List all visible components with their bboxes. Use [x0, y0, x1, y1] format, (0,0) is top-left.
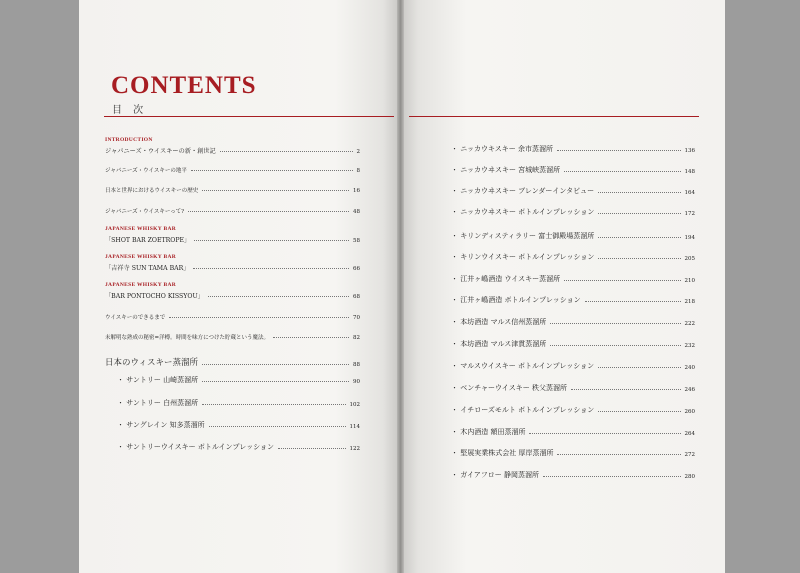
toc-page-number: 272 [684, 452, 695, 458]
toc-entry[interactable] [105, 207, 360, 215]
leader-dots [220, 151, 353, 152]
leader-dots [550, 323, 680, 324]
toc-page-number: 58 [353, 237, 360, 244]
toc-entry[interactable] [451, 252, 695, 262]
toc-entry-label: ジャパニーズ・ウイスキーの地平 [105, 167, 187, 174]
toc-entry-label: ・ 本坊酒造 マルス信州蒸溜所 [451, 318, 547, 326]
toc-entry[interactable] [451, 317, 695, 327]
toc-entry-label: ・ 木内酒造 額田蒸溜所 [451, 428, 526, 436]
toc-entry[interactable] [105, 263, 360, 272]
title-rule-right [409, 116, 699, 117]
toc-entry[interactable] [451, 383, 695, 393]
toc-entry[interactable] [105, 235, 360, 244]
toc-page-number: 232 [684, 343, 695, 349]
toc-entry-label: ジャパニーズ・ウイスキーの新・創世記 [105, 147, 216, 155]
toc-entry[interactable] [451, 295, 695, 305]
leader-dots [564, 280, 680, 281]
toc-page-number: 2 [356, 148, 360, 155]
right-page [402, 0, 725, 573]
leader-dots [598, 192, 680, 193]
toc-entry[interactable] [105, 186, 360, 194]
leader-dots [202, 404, 345, 405]
leader-dots [202, 190, 349, 191]
toc-entry-label: ・ サントリー 山崎蒸溜所 [117, 376, 199, 384]
toc-page-number: 194 [684, 235, 695, 241]
leader-dots [188, 211, 349, 212]
toc-page-number: 8 [356, 167, 360, 174]
toc-entry-label: ・ 江井ヶ嶋酒造 ボトルインプレッション [451, 296, 581, 304]
leader-dots [598, 367, 680, 368]
toc-entry-label: 日本のウィスキー蒸溜所 [105, 357, 198, 368]
toc-entry[interactable] [117, 442, 360, 452]
toc-page-number: 90 [353, 379, 360, 385]
toc-page-number: 66 [353, 265, 360, 272]
toc-page-number: 264 [684, 431, 695, 437]
toc-entry-label: ・ ベンチャーウイスキー 秩父蒸溜所 [451, 384, 567, 392]
toc-page-number: 114 [349, 424, 360, 430]
toc-page-number: 164 [684, 190, 695, 196]
leader-dots [202, 364, 349, 365]
toc-category: JAPANESE WHISKY BAR [105, 225, 176, 232]
toc-entry-label: ・ ガイアフロー 静岡蒸溜所 [451, 471, 540, 479]
toc-entry-label: ・ ニッカウキスキー 余市蒸溜所 [451, 145, 554, 153]
toc-entry-label: ・ ニッカウヰスキー ブレンダーインタビュー [451, 187, 595, 195]
toc-entry[interactable] [451, 361, 695, 371]
toc-entry-label: ・ ニッカウヰスキー 宮城峡蒸溜所 [451, 166, 561, 174]
toc-page-number: 70 [353, 314, 360, 321]
toc-entry[interactable] [117, 420, 360, 430]
book-gutter [397, 0, 404, 573]
toc-entry-label: 日本と世界におけるウイスキーの歴史 [105, 187, 199, 194]
contents-title: CONTENTS [111, 72, 257, 99]
leader-dots [191, 170, 353, 171]
toc-entry-label: ・ 本坊酒造 マルス津貫蒸溜所 [451, 340, 547, 348]
leader-dots [273, 337, 349, 338]
title-rule-left [104, 116, 394, 117]
leader-dots [557, 150, 680, 151]
toc-entry[interactable] [105, 146, 360, 155]
leader-dots [209, 426, 346, 427]
toc-entry-label: ・ キリンウイスキー ボトルインプレッション [451, 253, 595, 261]
toc-page-number: 48 [353, 208, 360, 215]
toc-page-number: 210 [684, 278, 695, 284]
toc-page-number: 172 [684, 211, 695, 217]
toc-page-number: 205 [684, 256, 695, 262]
toc-page-number: 240 [684, 365, 695, 371]
toc-entry-label: ・ 堅展実業株式会社 厚岸蒸溜所 [451, 449, 554, 457]
toc-entry-label: ・ サングレイン 知多蒸溜所 [117, 421, 205, 429]
leader-dots [550, 345, 680, 346]
toc-entry[interactable] [451, 231, 695, 241]
toc-entry-label: 「SHOT BAR ZOETROPE」 [105, 236, 191, 244]
leader-dots [598, 237, 680, 238]
toc-entry[interactable] [105, 356, 360, 368]
toc-page-number: 82 [353, 334, 360, 341]
toc-page-number: 246 [684, 387, 695, 393]
toc-entry-label: 「吉祥寺 SUN TAMA BAR」 [105, 264, 190, 272]
toc-page-number: 218 [684, 299, 695, 305]
toc-entry[interactable] [451, 186, 695, 196]
toc-entry[interactable] [451, 339, 695, 349]
toc-entry-label: ・ イチローズモルト ボトルインプレッション [451, 406, 595, 414]
leader-dots [208, 296, 349, 297]
toc-page-number: 222 [684, 321, 695, 327]
toc-page-number: 280 [684, 474, 695, 480]
toc-page-number: 88 [353, 361, 360, 368]
leader-dots [564, 171, 680, 172]
toc-category: INTRODUCTION [105, 136, 153, 143]
toc-entry-label: ジャパニーズ・ウイスキーって? [105, 208, 185, 215]
toc-entry[interactable] [117, 398, 360, 408]
toc-page-number: 102 [349, 402, 360, 408]
leader-dots [598, 258, 680, 259]
toc-entry[interactable] [105, 166, 360, 174]
toc-entry[interactable] [451, 470, 695, 480]
contents-subtitle: 目 次 [112, 105, 148, 116]
toc-entry-label: ・ 江井ヶ嶋酒造 ウイスキー蒸溜所 [451, 275, 561, 283]
leader-dots [598, 213, 680, 214]
leader-dots [193, 268, 349, 269]
toc-page-number: 148 [684, 169, 695, 175]
toc-entry[interactable] [105, 313, 360, 321]
toc-entry-label: 未解明な熟成の秘密=洋樽。時間を味方につけた貯蔵という魔法。 [105, 334, 270, 341]
toc-entry-label: ・ マルスウイスキー ボトルインプレッション [451, 362, 595, 370]
toc-entry[interactable] [451, 165, 695, 175]
toc-page-number: 16 [353, 187, 360, 194]
leader-dots [571, 389, 681, 390]
toc-entry[interactable] [451, 405, 695, 415]
leader-dots [202, 381, 349, 382]
toc-page-number: 260 [684, 409, 695, 415]
toc-entry-label: ・ ニッカウヰスキー ボトルインプレッション [451, 208, 595, 216]
toc-entry[interactable] [451, 427, 695, 437]
toc-entry[interactable] [105, 333, 360, 341]
leader-dots [194, 240, 349, 241]
leader-dots [543, 476, 680, 477]
leader-dots [598, 411, 680, 412]
toc-entry[interactable] [451, 448, 695, 458]
leader-dots [169, 317, 349, 318]
toc-entry-label: 「BAR PONTOCHO KISSYOU」 [105, 292, 204, 300]
toc-category: JAPANESE WHISKY BAR [105, 253, 176, 260]
book-spread [79, 0, 725, 573]
toc-entry[interactable] [451, 144, 695, 154]
leader-dots [585, 301, 681, 302]
leader-dots [278, 448, 346, 449]
toc-entry-label: ・ キリンディスティラリー 富士御殿場蒸溜所 [451, 232, 595, 240]
leader-dots [529, 433, 680, 434]
toc-entry[interactable] [451, 207, 695, 217]
toc-entry-label: ・ サントリーウイスキー ボトルインプレッション [117, 443, 274, 451]
toc-category: JAPANESE WHISKY BAR [105, 281, 176, 288]
toc-entry[interactable] [105, 291, 360, 300]
toc-page-number: 136 [684, 148, 695, 154]
toc-page-number: 68 [353, 293, 360, 300]
toc-entry[interactable] [451, 274, 695, 284]
toc-page-number: 122 [349, 446, 360, 452]
leader-dots [557, 454, 680, 455]
toc-entry-label: ・ サントリー 白州蒸溜所 [117, 399, 199, 407]
toc-entry-label: ウイスキーのできるまで [105, 314, 166, 321]
toc-entry[interactable] [117, 375, 360, 385]
